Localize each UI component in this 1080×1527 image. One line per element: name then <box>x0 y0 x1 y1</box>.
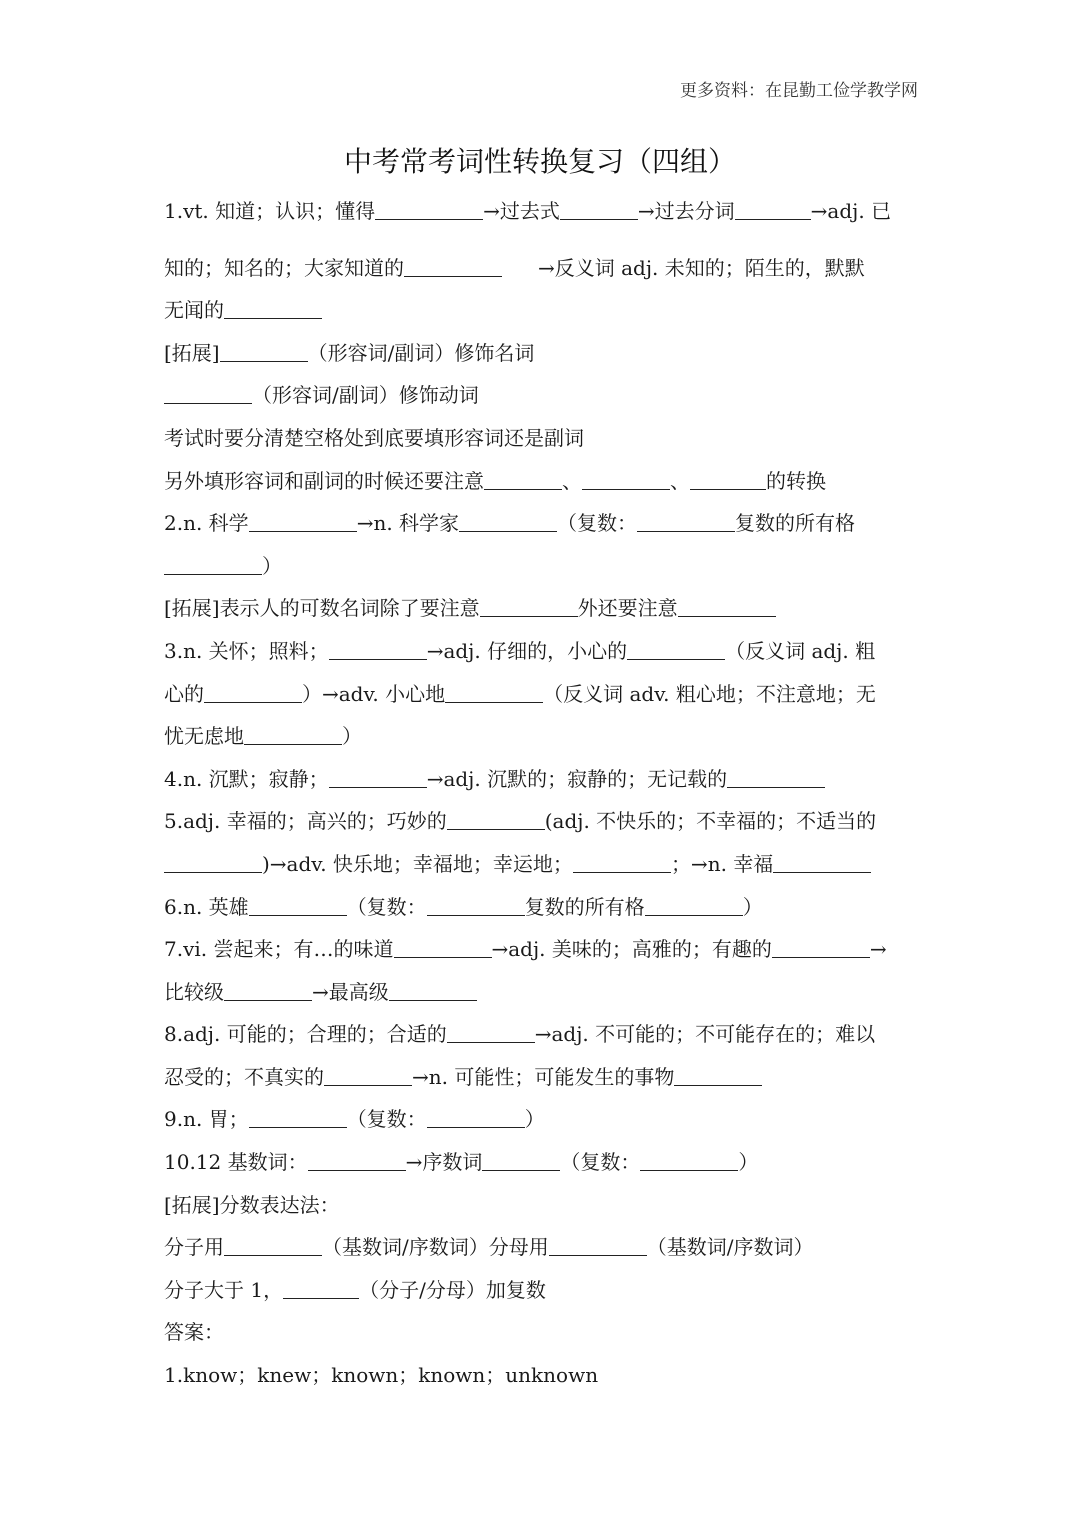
q4-line-1 <box>164 758 918 801</box>
fill-blank[interactable] <box>447 809 545 830</box>
q3-text: 心的 <box>164 681 204 706</box>
fill-blank[interactable] <box>244 724 342 745</box>
fill-blank[interactable] <box>164 554 262 575</box>
ext1-line-4 <box>164 460 918 503</box>
q10-text: （基数词/序数词） <box>646 1235 814 1260</box>
fill-blank[interactable] <box>164 383 252 404</box>
q9-line-1 <box>164 1098 918 1141</box>
fill-blank[interactable] <box>459 511 557 532</box>
answer-1: 1.know；knew；known；known；unknown <box>164 1363 599 1388</box>
fill-blank[interactable] <box>224 980 312 1001</box>
q4-text: →adj. 沉默的；寂静的；无记载的 <box>426 766 728 791</box>
fill-blank[interactable] <box>482 1150 560 1171</box>
fill-blank[interactable] <box>674 1065 762 1086</box>
exercise-content <box>164 190 918 1397</box>
fill-blank[interactable] <box>573 852 671 873</box>
q3-text: ）→adv. 小心地 <box>302 681 446 706</box>
q2-text: →n. 科学家 <box>356 511 460 536</box>
q6-text: ） <box>742 894 763 919</box>
fill-blank[interactable] <box>678 596 776 617</box>
q1-text: →adj. 已 <box>810 199 892 223</box>
ext1-line-3: 考试时要分清楚空格处到底要填形容词还是副词 <box>164 425 584 450</box>
q10-line-3 <box>164 1226 918 1269</box>
q10-text: 分子大于 1， <box>164 1277 284 1302</box>
q3-text: （反义词 adj. 粗 <box>725 638 876 663</box>
q10-line-1 <box>164 1141 918 1184</box>
fill-blank[interactable] <box>249 895 347 916</box>
ext-text: （形容词/副词）修饰动词 <box>252 383 479 408</box>
fill-blank[interactable] <box>637 511 735 532</box>
fill-blank[interactable] <box>447 1022 535 1043</box>
q7-line-2 <box>164 971 918 1014</box>
q1-text: 知的；知名的；大家知道的 <box>164 255 404 280</box>
fill-blank[interactable] <box>549 1235 647 1256</box>
q8-line-1 <box>164 1013 918 1056</box>
ext-text: [拓展]表示人的可数名词除了要注意 <box>164 596 480 621</box>
q5-text: )→adv. 快乐地；幸福地；幸运地； <box>262 851 573 876</box>
q1-text: →过去式 <box>483 199 560 223</box>
q6-text: 6.n. 英雄 <box>164 894 249 919</box>
q10-text: （复数： <box>560 1150 641 1175</box>
q8-text: 8.adj. 可能的；合理的；合适的 <box>164 1022 447 1047</box>
q7-text: → <box>869 937 887 962</box>
fill-blank[interactable] <box>224 298 322 319</box>
q10-line-4 <box>164 1269 918 1312</box>
source-note: 更多资料：在昆勤工俭学教学网 <box>680 81 918 101</box>
q9-text: ） <box>524 1107 545 1132</box>
fill-blank[interactable] <box>204 682 302 703</box>
q1-text: →反义词 adj. 未知的；陌生的，默默 <box>538 255 865 280</box>
ext-text: 、 <box>670 468 690 493</box>
q6-text: 复数的所有格 <box>524 894 645 919</box>
q3-line-1 <box>164 630 918 673</box>
q10-text: 分子用 <box>164 1235 224 1260</box>
fill-blank[interactable] <box>727 767 825 788</box>
fill-blank[interactable] <box>404 256 502 277</box>
q6-text: （复数： <box>346 894 427 919</box>
q8-text: →adj. 不可能的；不可能存在的；难以 <box>534 1022 876 1047</box>
ext-text: 外还要注意 <box>577 596 678 621</box>
q2-text: （复数： <box>557 511 638 536</box>
fill-blank[interactable] <box>690 469 766 490</box>
q2-line-1 <box>164 502 918 545</box>
q1-line-1 <box>164 190 918 233</box>
q3-text: （反义词 adv. 粗心地；不注意地；无 <box>543 681 876 706</box>
fill-blank[interactable] <box>249 511 357 532</box>
q4-text: 4.n. 沉默；寂静； <box>164 766 329 791</box>
fill-blank[interactable] <box>484 469 562 490</box>
fill-blank[interactable] <box>375 199 483 220</box>
ext-text: 另外填形容词和副词的时候还要注意 <box>164 468 484 493</box>
fill-blank[interactable] <box>627 639 725 660</box>
q7-text: 7.vi. 尝起来；有…的味道 <box>164 937 394 962</box>
q3-text: ） <box>342 724 362 749</box>
q2-text: ） <box>262 553 282 578</box>
fill-blank[interactable] <box>560 199 638 220</box>
q9-text: （复数： <box>346 1107 427 1132</box>
q2-text: 复数的所有格 <box>735 511 856 536</box>
q2-text: 2.n. 科学 <box>164 511 249 536</box>
q10-text: →序数词 <box>405 1150 483 1175</box>
q8-text: 忍受的；不真实的 <box>164 1064 324 1089</box>
q10-text: （基数词/序数词）分母用 <box>322 1235 549 1260</box>
q1-text: 1.vt. 知道；认识；懂得 <box>164 199 376 223</box>
q3-line-3 <box>164 715 918 758</box>
fill-blank[interactable] <box>427 1107 525 1128</box>
q5-text: 5.adj. 幸福的；高兴的；巧妙的 <box>164 809 447 834</box>
fill-blank[interactable] <box>645 895 743 916</box>
q3-text: 3.n. 关怀；照料； <box>164 638 329 663</box>
fill-blank[interactable] <box>582 469 670 490</box>
q2-line-2 <box>164 545 918 588</box>
fill-blank[interactable] <box>394 937 492 958</box>
q1-line-3 <box>164 289 918 332</box>
fill-blank[interactable] <box>224 1235 322 1256</box>
fill-blank[interactable] <box>308 1150 406 1171</box>
q2-ext-line <box>164 587 918 630</box>
q3-line-2 <box>164 673 918 716</box>
q1-text: 无闻的 <box>164 298 224 323</box>
fill-blank[interactable] <box>324 1065 412 1086</box>
fill-blank[interactable] <box>773 852 871 873</box>
ext1-line-2 <box>164 374 918 417</box>
page-title: 中考常考词性转换复习（四组） <box>343 145 736 178</box>
q6-line-1 <box>164 886 918 929</box>
fill-blank[interactable] <box>283 1278 359 1299</box>
fill-blank[interactable] <box>329 639 427 660</box>
fill-blank[interactable] <box>249 1107 347 1128</box>
fill-blank[interactable] <box>772 937 870 958</box>
q7-text: 比较级 <box>164 979 224 1004</box>
q5-text: (adj. 不快乐的；不幸福的；不适当的 <box>544 809 877 834</box>
fill-blank[interactable] <box>480 596 578 617</box>
fill-blank[interactable] <box>164 852 262 873</box>
ext-text: [拓展] <box>164 340 220 365</box>
fill-blank[interactable] <box>445 682 543 703</box>
fill-blank[interactable] <box>427 895 525 916</box>
q7-text: →adj. 美味的；高雅的；有趣的 <box>491 937 772 962</box>
fill-blank[interactable] <box>329 767 427 788</box>
q8-text: →n. 可能性；可能发生的事物 <box>412 1064 675 1089</box>
q7-text: →最高级 <box>312 979 389 1004</box>
ext-text: 、 <box>562 468 582 493</box>
q10-text: （分子/分母）加复数 <box>359 1277 546 1302</box>
fill-blank[interactable] <box>735 199 811 220</box>
q9-text: 9.n. 胃； <box>164 1107 249 1132</box>
q3-text: 忧无虑地 <box>164 724 244 749</box>
q5-line-1 <box>164 800 918 843</box>
q7-line-1 <box>164 928 918 971</box>
answers-label: 答案： <box>164 1320 224 1345</box>
fill-blank[interactable] <box>389 980 477 1001</box>
q10-ext-line: [拓展]分数表达法： <box>164 1192 340 1217</box>
q5-line-2 <box>164 843 918 886</box>
q8-line-2 <box>164 1056 918 1099</box>
fill-blank[interactable] <box>640 1150 738 1171</box>
ext-text: （形容词/副词）修饰名词 <box>307 340 535 365</box>
ext1-line-1 <box>164 332 918 375</box>
q3-text: →adj. 仔细的，小心的 <box>426 638 628 663</box>
ext-text: 的转换 <box>766 468 826 493</box>
q10-text: ） <box>738 1150 759 1175</box>
q1-text: →过去分词 <box>637 199 735 223</box>
fill-blank[interactable] <box>220 341 308 362</box>
q10-text: 10.12 基数词： <box>164 1150 308 1175</box>
q1-line-2 <box>164 247 918 290</box>
q5-text: ；→n. 幸福 <box>670 851 774 876</box>
